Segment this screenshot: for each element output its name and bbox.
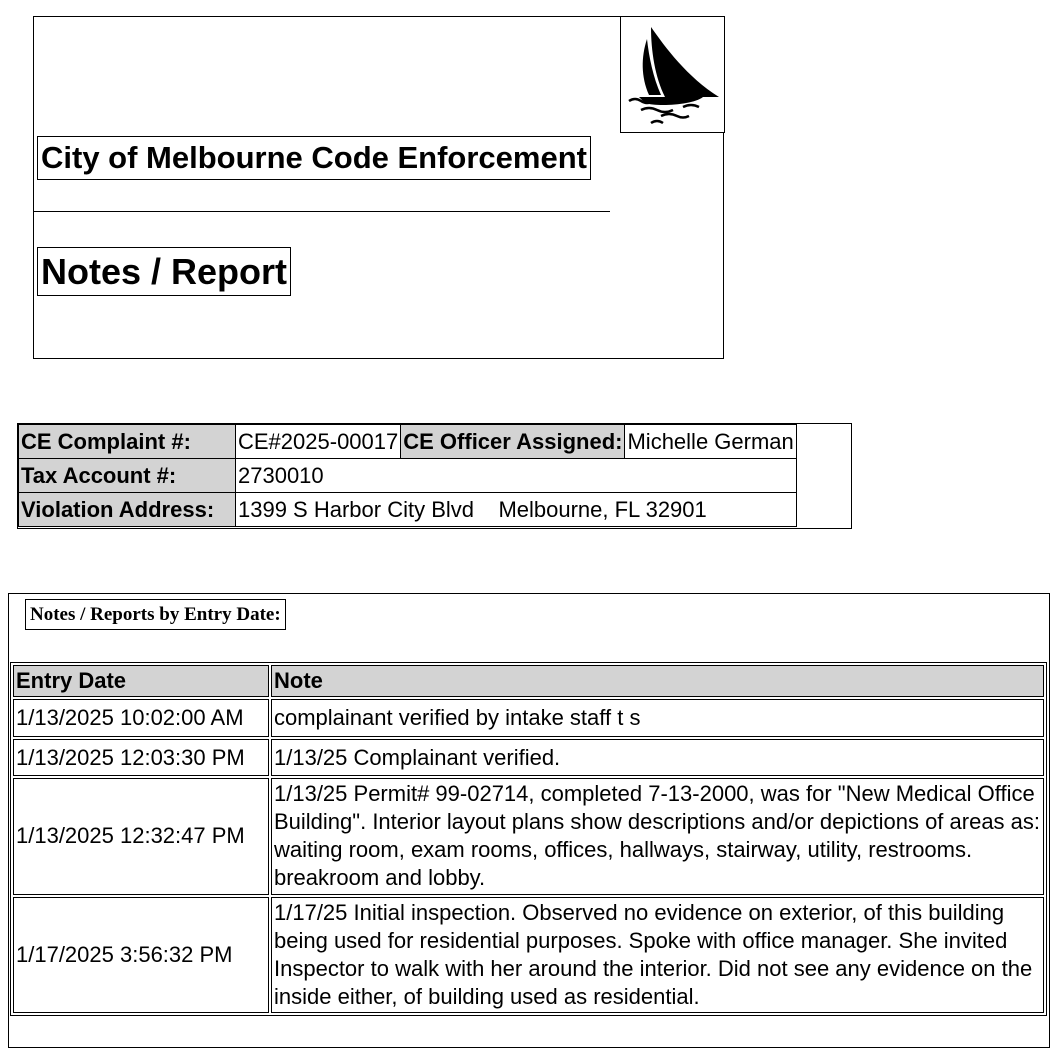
- case-info-table: [18, 424, 797, 527]
- sailboat-logo-icon: [621, 17, 724, 132]
- table-row: [13, 739, 1044, 776]
- entry-note: 1/17/25 Initial inspection. Observed no evidence on exterior, of this building being used for residential purposes. Spoke with office manager. She invited Inspector to walk with her around the interior. Did not see any evidence on the inside either, of building used as residential.: [271, 897, 1044, 1014]
- column-header-entry-date: Entry Date: [13, 665, 269, 697]
- notes-header-row: [13, 665, 1044, 697]
- tax-value: 2730010: [236, 459, 797, 493]
- report-title: Notes / Report: [37, 247, 291, 296]
- tax-label: Tax Account #:: [19, 459, 236, 493]
- entry-date: 1/13/2025 12:32:47 PM: [13, 778, 269, 895]
- notes-table: [10, 662, 1047, 1016]
- column-header-note: Note: [271, 665, 1044, 697]
- logo-box: [620, 16, 725, 133]
- entry-note: 1/13/25 Permit# 99-02714, completed 7-13-2000, was for "New Medical Office Building". Interior layout plans show descriptions and/or depictions of areas as: waiting room, exam rooms, offices, hallways, stairway, utility, restrooms. breakroom and lobby.: [271, 778, 1044, 895]
- notes-caption: Notes / Reports by Entry Date:: [25, 599, 286, 630]
- divider: [34, 211, 610, 212]
- tax-row: [19, 459, 797, 493]
- table-row: [13, 699, 1044, 737]
- address-label: Violation Address:: [19, 493, 236, 527]
- entry-note: 1/13/25 Complainant verified.: [271, 739, 1044, 776]
- officer-value: Michelle German: [625, 425, 796, 459]
- table-row: [13, 778, 1044, 895]
- org-title: City of Melbourne Code Enforcement: [37, 136, 591, 180]
- table-row: [13, 897, 1044, 1014]
- entry-note: complainant verified by intake staff t s: [271, 699, 1044, 737]
- address-row: [19, 493, 797, 527]
- officer-label: CE Officer Assigned:: [401, 425, 625, 459]
- complaint-value: CE#2025-00017: [236, 425, 401, 459]
- address-value: 1399 S Harbor City Blvd Melbourne, FL 32901: [236, 493, 797, 527]
- entry-date: 1/17/2025 3:56:32 PM: [13, 897, 269, 1014]
- complaint-row: [19, 425, 797, 459]
- complaint-label: CE Complaint #:: [19, 425, 236, 459]
- entry-date: 1/13/2025 12:03:30 PM: [13, 739, 269, 776]
- entry-date: 1/13/2025 10:02:00 AM: [13, 699, 269, 737]
